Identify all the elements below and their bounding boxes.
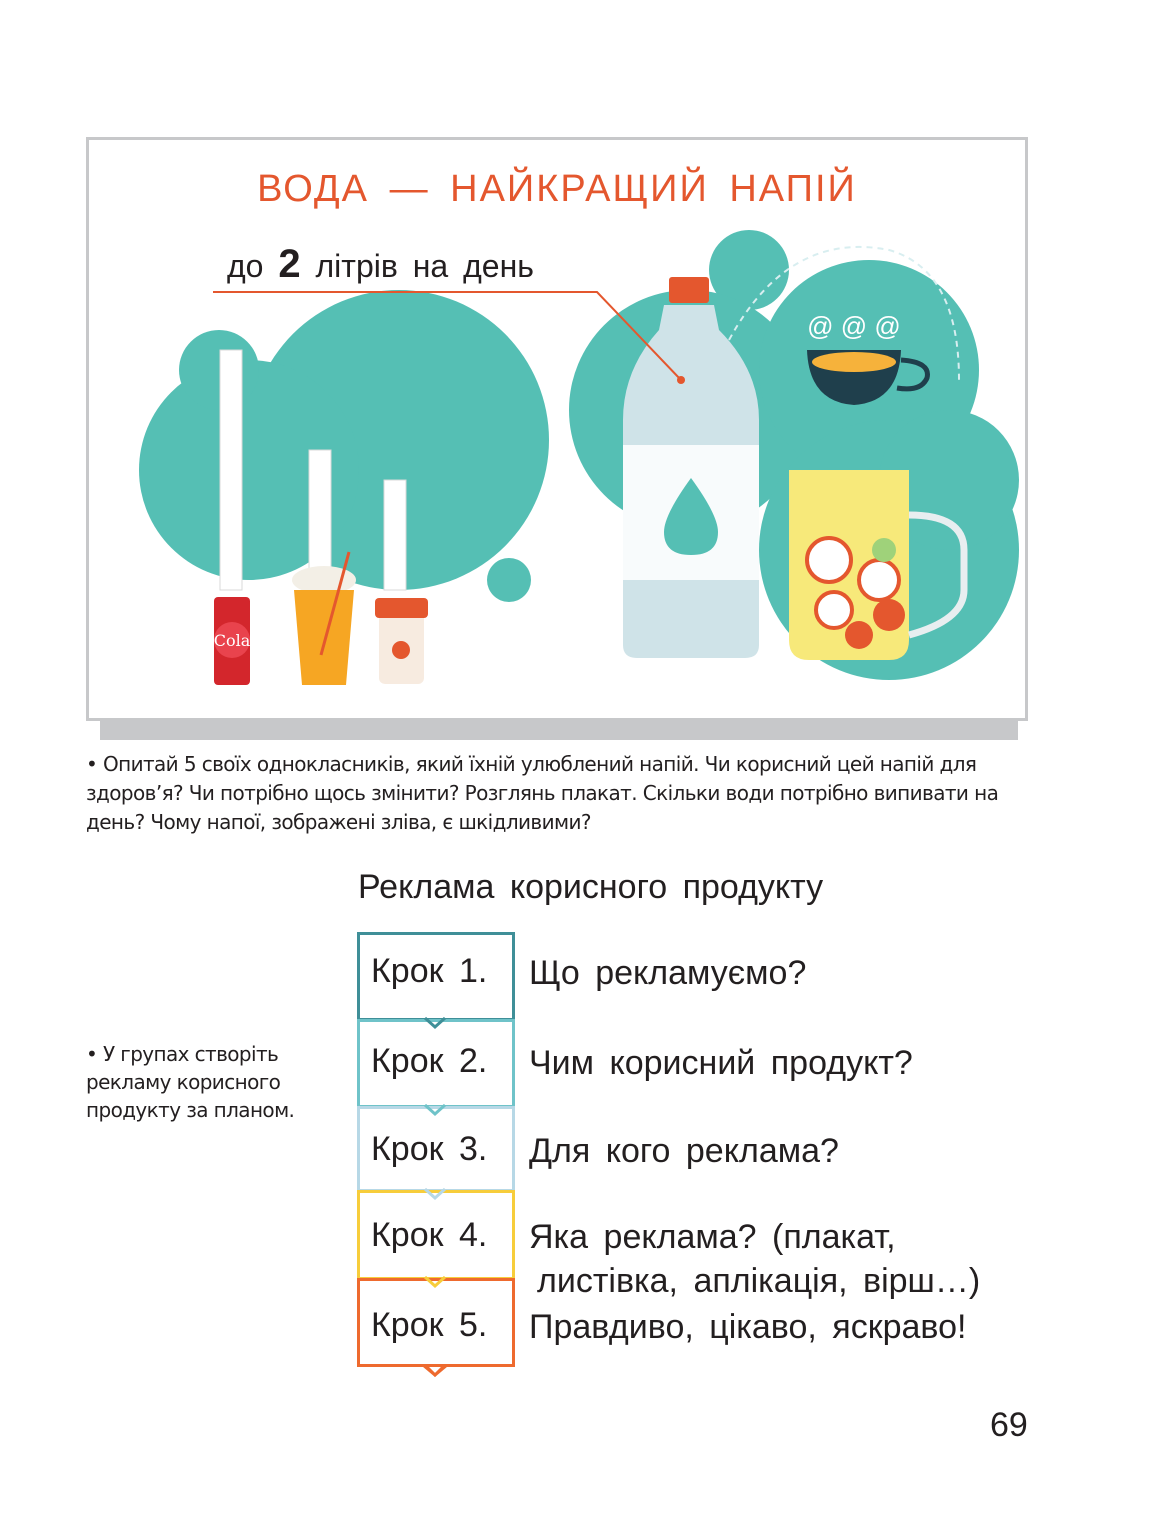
poster-illustration: [89, 140, 1028, 721]
step-3-label: Крок 3.: [371, 1130, 488, 1168]
step-2-label: Крок 2.: [371, 1042, 488, 1080]
poster-title: ВОДА — НАЙКРАЩИЙ НАПІЙ: [257, 168, 857, 210]
step-4-label: Крок 4.: [371, 1216, 488, 1254]
step-2-text: Чим корисний продукт?: [529, 1044, 913, 1082]
plan-title: Реклама корисного продукту: [358, 868, 824, 906]
milkshake-icon: [294, 590, 354, 685]
step-1-label: Крок 1.: [371, 952, 488, 990]
step-5-label: Крок 5.: [371, 1306, 488, 1344]
step-4-text: Яка реклама? (плакат,: [529, 1218, 896, 1256]
group-task-note: • У групах створіть рекламу корисного продукту за планом.: [86, 1042, 295, 1122]
poster-subtitle: [227, 242, 534, 287]
step-3-text: Для кого реклама?: [529, 1132, 839, 1170]
svg-text:@ @ @: @ @ @: [807, 311, 901, 341]
step-4-text-cont: листівка, аплікація, вірш…): [537, 1262, 981, 1300]
subtitle-suffix: літрів на день: [315, 248, 534, 284]
can-label: Cola: [213, 631, 251, 650]
page-number: 69: [990, 1406, 1028, 1444]
step-1-text: Що рекламуємо?: [529, 954, 807, 992]
water-poster: [86, 137, 1028, 721]
subtitle-number: 2: [278, 242, 301, 286]
step-5-text: Правдиво, цікаво, яскраво!: [529, 1308, 967, 1346]
task-paragraph: • Опитай 5 своїх однокласників, який їхній улюблений напій. Чи корисний цей напій для здоров’я? Чи потрібно щось змінити? Розглянь плакат. Скільки води потрібно випивати на день? Чому напої, зображені зліва, є шкідливими?: [86, 752, 999, 834]
subtitle-prefix: до: [227, 248, 264, 284]
poster-shadow: [100, 720, 1018, 740]
